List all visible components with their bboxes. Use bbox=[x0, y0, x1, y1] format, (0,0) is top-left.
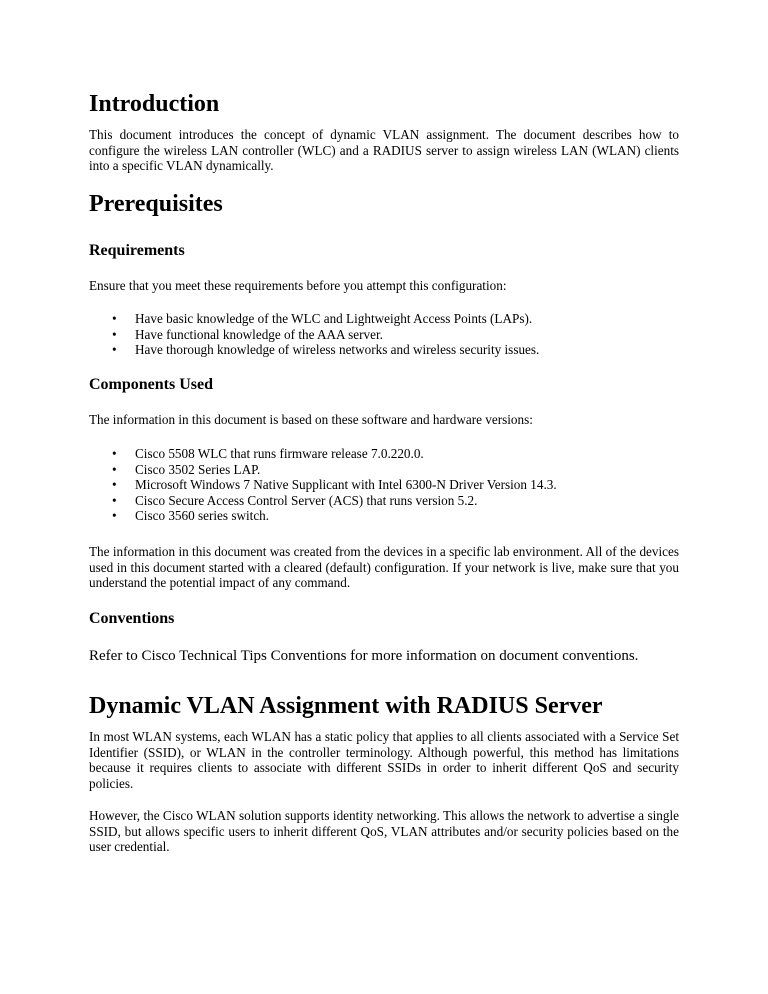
bullet-icon: • bbox=[112, 492, 117, 508]
list-item: • Cisco 3502 Series LAP. bbox=[112, 461, 261, 477]
requirements-heading: Requirements bbox=[89, 242, 185, 259]
conventions-paragraph: Refer to Cisco Technical Tips Conventions for more information on document conventions. bbox=[89, 648, 639, 664]
bullet-icon: • bbox=[112, 342, 117, 357]
conventions-heading: Conventions bbox=[89, 610, 175, 627]
components-intro: The information in this document is based on these software and hardware versions: bbox=[89, 412, 533, 427]
list-item: • Have basic knowledge of the WLC and Lightweight Access Points (LAPs). bbox=[112, 311, 533, 326]
list-item: • Cisco Secure Access Control Server (ACS) that runs version 5.2. bbox=[112, 492, 478, 508]
bullet-icon: • bbox=[112, 477, 117, 492]
bullet-icon: • bbox=[112, 461, 117, 477]
list-item: • Have thorough knowledge of wireless networks and wireless security issues. bbox=[112, 342, 540, 357]
list-item: • Have functional knowledge of the AAA server. bbox=[112, 326, 383, 342]
lab-environment-paragraph: The information in this document was created from the devices in a specific lab environment. All of the devices used in this document started with a cleared (default) configuration. If your network is live, make sure that you understand the potential impact of any command. bbox=[89, 544, 679, 590]
list-item: • Microsoft Windows 7 Native Supplicant with Intel 6300-N Driver Version 14.3. bbox=[112, 477, 557, 492]
requirements-intro: Ensure that you meet these requirements before you attempt this configuration: bbox=[89, 278, 507, 293]
list-item: • Cisco 3560 series switch. bbox=[112, 508, 270, 523]
bullet-icon: • bbox=[112, 508, 117, 523]
bullet-icon: • bbox=[112, 446, 117, 461]
bullet-icon: • bbox=[112, 326, 117, 342]
components-heading: Components Used bbox=[89, 376, 214, 393]
bullet-icon: • bbox=[112, 311, 117, 326]
list-item: • Cisco 5508 WLC that runs firmware release 7.0.220.0. bbox=[112, 446, 424, 461]
introduction-paragraph: This document introduces the concept of dynamic VLAN assignment. The document describes how to configure the wireless LAN controller (WLC) and a RADIUS server to assign wireless LAN (WLAN) clients into a specific VLAN dynamically. bbox=[89, 127, 679, 173]
requirements-list bbox=[89, 311, 679, 358]
dynamic-vlan-paragraph-1: In most WLAN systems, each WLAN has a static policy that applies to all clients associated with a Service Set Identifier (SSID), or WLAN in the controller terminology. Although powerful, this method has limitations because it requires clients to associate with different SSIDs in order to inherit different QoS and security policies. bbox=[89, 729, 679, 791]
introduction-heading: Introduction bbox=[89, 91, 220, 117]
components-list bbox=[89, 446, 679, 524]
dynamic-vlan-paragraph-2: However, the Cisco WLAN solution supports identity networking. This allows the network to advertise a single SSID, but allows specific users to inherit different QoS, VLAN attributes and/or security policies based on the user credential. bbox=[89, 808, 679, 854]
prerequisites-heading: Prerequisites bbox=[89, 191, 223, 217]
dynamic-vlan-heading: Dynamic VLAN Assignment with RADIUS Server bbox=[89, 693, 603, 719]
